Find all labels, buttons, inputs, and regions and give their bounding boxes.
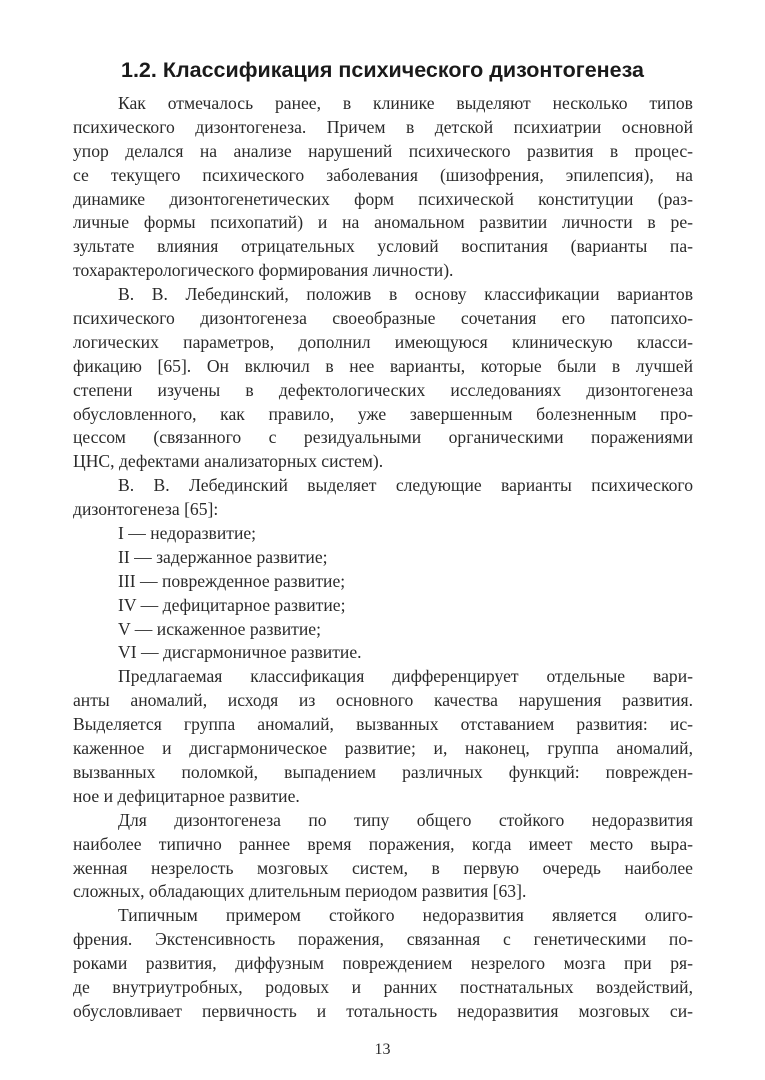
text-line: Выделяется группа аномалий, вызванных отставанием развития: ис- <box>73 714 693 735</box>
text-line: логических параметров, дополнил имеющуюся клиническую класси- <box>73 331 693 352</box>
text-line: наиболее типично раннее время поражения, когда имеет место выра- <box>73 833 693 854</box>
paragraph <box>73 809 693 905</box>
text-line: вызванных поломкой, выпадением различных функций: поврежден- <box>73 761 693 782</box>
text-line: личные формы психопатий) и на аномальном развитии личности в ре- <box>73 212 693 233</box>
text-line: Типичным примером стойкого недоразвития является олиго- <box>118 905 693 926</box>
text-line: роками развития, диффузным повреждением незрелого мозга при ря- <box>73 953 693 974</box>
text-line: цессом (связанного с резидуальными органическими поражениями <box>73 427 693 448</box>
paragraph <box>73 92 693 283</box>
variant-list <box>73 522 693 665</box>
text-line: Для дизонтогенеза по типу общего стойкого недоразвития <box>118 809 693 830</box>
text-line: психического дизонтогенеза. Причем в детской психиатрии основной <box>73 116 693 137</box>
text-line: френия. Экстенсивность поражения, связанная с генетическими по- <box>73 929 693 950</box>
text-line: обусловливает первичность и тотальность недоразвития мозговых си- <box>73 1000 693 1021</box>
text-line: упор делался на анализе нарушений психического развития в процес- <box>73 140 693 161</box>
text-line: сложных, обладающих длительным периодом развития [63]. <box>73 881 527 902</box>
paragraph <box>73 904 693 1023</box>
text-line: дизонтогенеза [65]: <box>73 499 219 520</box>
text-line: степени изучены в дефектологических исследованиях дизонтогенеза <box>73 379 693 400</box>
text-line: анты аномалий, исходя из основного качества нарушения развития. <box>73 690 693 711</box>
text-line: ное и дефицитарное развитие. <box>73 785 300 806</box>
list-item: IV — дефицитарное развитие; <box>118 594 346 615</box>
text-line: де внутриутробных, родовых и ранних постнатальных воздействий, <box>73 976 693 997</box>
text-line: обусловленного, как правило, уже завершенным болезненным про- <box>73 403 693 424</box>
body-text <box>73 92 693 1024</box>
text-line: зультате влияния отрицательных условий воспитания (варианты па- <box>73 236 693 257</box>
text-line: динамике дизонтогенетических форм психической конституции (раз- <box>73 188 693 209</box>
text-line: се текущего психического заболевания (шизофрения, эпилепсия), на <box>73 164 693 185</box>
text-line: Предлагаемая классификация дифференцирует отдельные вари- <box>118 666 693 687</box>
text-line: Как отмечалось ранее, в клинике выделяют несколько типов <box>118 93 693 113</box>
list-item: II — задержанное развитие; <box>118 546 328 567</box>
paragraph <box>73 665 693 808</box>
text-line: В. В. Лебединский выделяет следующие варианты психического <box>118 475 693 496</box>
list-item: III — поврежденное развитие; <box>118 570 346 591</box>
text-line: психического дизонтогенеза своеобразные сочетания его патопсихо- <box>73 308 693 329</box>
paragraph <box>73 474 693 522</box>
section-heading: 1.2. Классификация психического дизонтогенеза <box>121 58 644 82</box>
paragraph <box>73 283 693 474</box>
text-line: тохарактерологического формирования личности). <box>73 260 454 281</box>
list-item: I — недоразвитие; <box>118 523 257 544</box>
text-line: ЦНС, дефектами анализаторных систем). <box>73 451 384 472</box>
text-line: фикацию [65]. Он включил в нее варианты, которые были в лучшей <box>73 355 693 376</box>
page-number: 13 <box>374 1041 391 1058</box>
text-line: В. В. Лебединский, положив в основу классификации вариантов <box>118 284 693 305</box>
list-item: VI — дисгармоничное развитие. <box>118 642 362 663</box>
list-item: V — искаженное развитие; <box>118 618 321 639</box>
text-line: женная незрелость мозговых систем, в первую очередь наиболее <box>73 857 693 878</box>
text-line: каженное и дисгармоническое развитие; и, наконец, группа аномалий, <box>73 738 693 759</box>
